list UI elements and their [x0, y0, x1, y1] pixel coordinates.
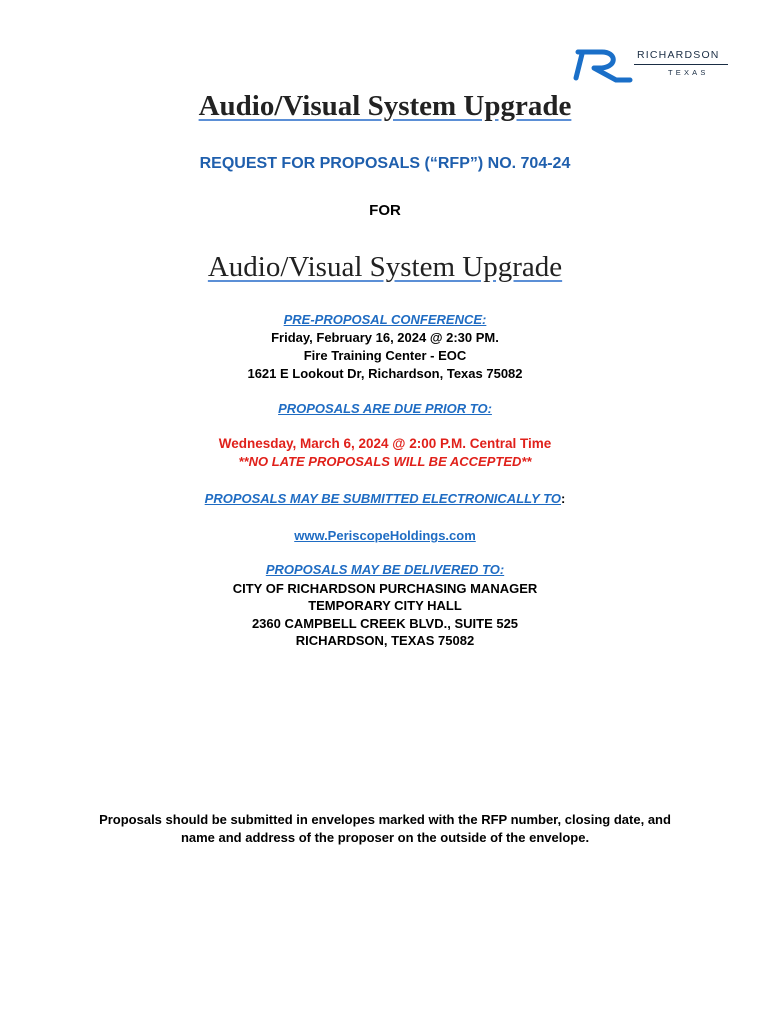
- rfp-heading: REQUEST FOR PROPOSALS (“RFP”) NO. 704-24: [199, 155, 571, 172]
- pre-proposal-heading: PRE-PROPOSAL CONFERENCE:: [283, 312, 487, 327]
- pre-proposal-location: Fire Training Center - EOC: [303, 348, 467, 363]
- pre-proposal-date: Friday, February 16, 2024 @ 2:30 PM.: [271, 330, 499, 345]
- footer-note-line-2: name and address of the proposer on the outside of the envelope.: [180, 830, 590, 845]
- richardson-r-mark-icon: [572, 44, 636, 84]
- electronic-colon: :: [560, 491, 566, 506]
- periscope-link[interactable]: www.PeriscopeHoldings.com: [294, 528, 476, 543]
- delivery-line-3: 2360 CAMPBELL CREEK BLVD., SUITE 525: [251, 616, 519, 631]
- delivery-heading: PROPOSALS MAY BE DELIVERED TO:: [265, 562, 505, 577]
- delivery-line-4: RICHARDSON, TEXAS 75082: [295, 633, 475, 648]
- delivery-line-2: TEMPORARY CITY HALL: [308, 598, 462, 613]
- project-title-text: Audio/Visual System Upgrade: [207, 251, 563, 283]
- delivery-line-1: CITY OF RICHARDSON PURCHASING MANAGER: [232, 581, 538, 596]
- logo-subtitle: TEXAS: [668, 68, 709, 77]
- due-datetime: Wednesday, March 6, 2024 @ 2:00 P.M. Central Time: [218, 436, 552, 451]
- electronic-heading: PROPOSALS MAY BE SUBMITTED ELECTRONICALLY TO: [204, 491, 561, 506]
- city-logo: [572, 44, 732, 84]
- page-title: [0, 90, 770, 123]
- pre-proposal-address: 1621 E Lookout Dr, Richardson, Texas 75082: [247, 366, 523, 381]
- url-row: [0, 527, 770, 545]
- project-title: [0, 251, 770, 284]
- late-warning: **NO LATE PROPOSALS WILL BE ACCEPTED**: [238, 454, 532, 469]
- page-title-text: Audio/Visual System Upgrade: [198, 90, 572, 122]
- due-heading: PROPOSALS ARE DUE PRIOR TO:: [278, 401, 492, 416]
- logo-divider: [634, 64, 728, 65]
- electronic-heading-row: [0, 490, 770, 508]
- footer-note-line-1: Proposals should be submitted in envelopes marked with the RFP number, closing date, and: [99, 812, 671, 827]
- for-label: FOR: [369, 202, 401, 219]
- logo-name: RICHARDSON: [637, 49, 720, 61]
